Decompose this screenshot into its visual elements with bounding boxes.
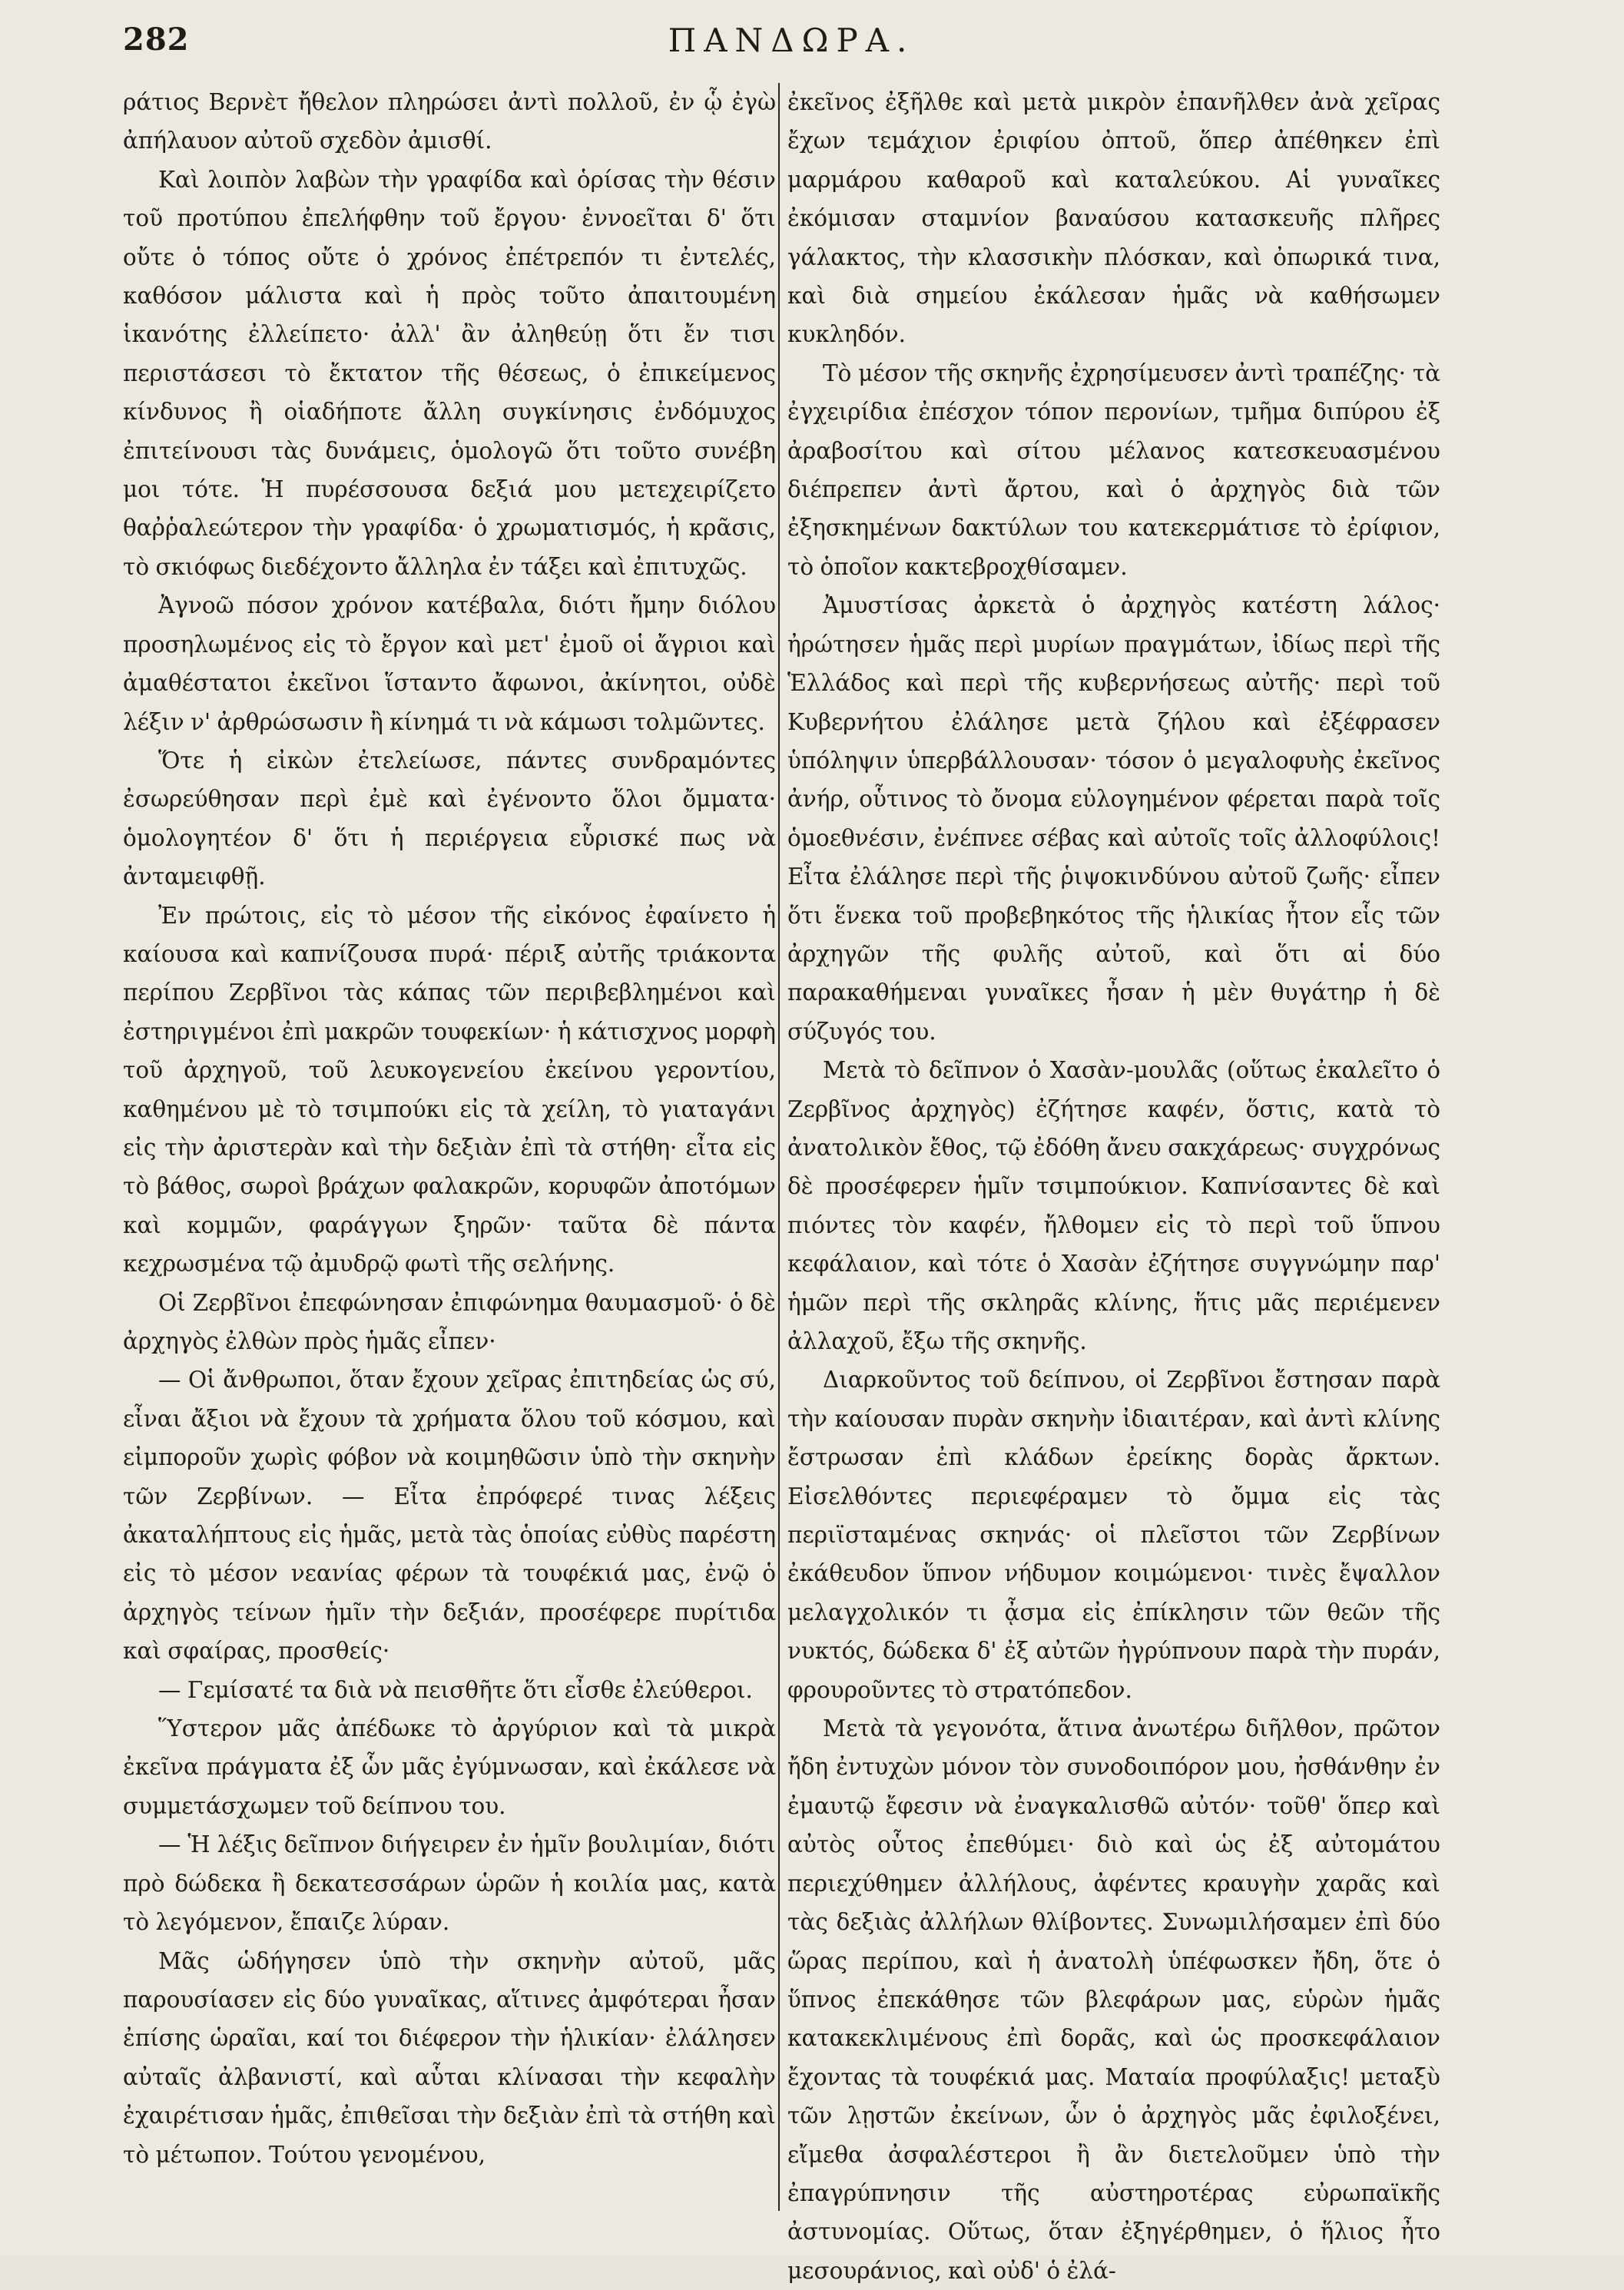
paragraph: Ὅτε ἡ εἰκὼν ἐτελείωσε, πάντες συνδραμόντες ἐσωρεύθησαν περὶ ἐμὲ καὶ ἐγένοντο ὅλοι ὄμματα· ὁμολογητέον δ' ὅτι ἡ περιέργεια εὗρισκέ πως νὰ ἀνταμειφθῇ. xyxy=(123,747,776,890)
paragraph: Καὶ λοιπὸν λαβὼν τὴν γραφίδα καὶ ὁρίσας τὴν θέσιν τοῦ προτύπου ἐπελήφθην τοῦ ἔργου· ἐννοεῖται δ' ὅτι οὔτε ὁ τόπος οὔτε ὁ χρόνος ἐπέτρεπόν τι ἐντελές, καθόσον μάλιστα καὶ ἡ πρὸς τοῦτο ἀπαιτουμένη ἱκανότης ἐλλείπετο· ἀλλ' ἂν ἀληθεύῃ ὅτι ἔν τισι περιστάσεσι τὸ ἔκτατον τῆς θέσεως, ὁ ἐπικείμενος κίνδυνος ἢ οἱαδήποτε ἄλλη συγκίνησις ἐνδόμυχος ἐπιτείνουσι τὰς δυνάμεις, ὁμολογῶ ὅτι τοῦτο συνέβη μοι τότε. Ἡ πυρέσσουσα δεξιά μου μετεχειρίζετο θαῤῥαλεώτερον τὴν γραφίδα· ὁ χρωματισμός, ἡ κρᾶσις, τὸ σκιόφως διεδέχοντο ἄλληλα ἐν τάξει καὶ ἐπιτυχῶς. xyxy=(123,166,776,580)
paragraph: Οἱ Ζερβῖνοι ἐπεφώνησαν ἐπιφώνημα θαυμασμοῦ· ὁ δὲ ἀρχηγὸς ἐλθὼν πρὸς ἡμᾶς εἶπεν· xyxy=(123,1289,776,1354)
page-number: 282 xyxy=(123,22,190,58)
right-column xyxy=(787,83,1440,2290)
column-divider xyxy=(778,83,780,2211)
paragraph: Διαρκοῦντος τοῦ δείπνου, οἱ Ζερβῖνοι ἔστησαν παρὰ τὴν καίουσαν πυρὰν σκηνὴν ἰδιαιτέραν, καὶ ἀντὶ κλίνης ἔστρωσαν ἐπὶ κλάδων ἐρείκης δορὰς ἄρκτων. Εἰσελθόντες περιεφέραμεν τὸ ὄμμα εἰς τὰς περιϊσταμένας σκηνάς· οἱ πλεῖστοι τῶν Ζερβίνων ἐκάθευδον ὕπνον νήδυμον κοιμώμενοι· τινὲς ἔψαλλον μελαγχολικόν τι ᾆσμα εἰς ἐπίκλησιν τῶν θεῶν τῆς νυκτός, δώδεκα δ' ἐξ αὐτῶν ἠγρύπνουν παρὰ τὴν πυράν, φρουροῦντες τὸ στρατόπεδον. xyxy=(787,1367,1440,1703)
paragraph: — Ἡ λέξις δεῖπνον διήγειρεν ἐν ἡμῖν βουλιμίαν, διότι πρὸ δώδεκα ἢ δεκατεσσάρων ὡρῶν ἡ κοιλία μας, κατὰ τὸ λεγόμενον, ἔπαιζε λύραν. xyxy=(123,1831,776,1936)
paragraph: Ἀγνοῶ πόσον χρόνον κατέβαλα, διότι ἤμην διόλου προσηλωμένος εἰς τὸ ἔργον καὶ μετ' ἐμοῦ οἱ ἄγριοι καὶ ἀμαθέστατοι ἐκεῖνοι ἵσταντο ἄφωνοι, ἀκίνητοι, οὐδὲ λέξιν ν' ἀρθρώσωσιν ἢ κίνημά τι νὰ κάμωσι τολμῶντες. xyxy=(123,592,776,735)
paragraph: ἐκεῖνος ἐξῆλθε καὶ μετὰ μικρὸν ἐπανῆλθεν ἀνὰ χεῖρας ἔχων τεμάχιον ἐριφίου ὀπτοῦ, ὅπερ ἀπέθηκεν ἐπὶ μαρμάρου καθαροῦ καὶ καταλεύκου. Αἱ γυναῖκες ἐκόμισαν σταμνίον βαναύσου κατασκευῆς πλῆρες γάλακτος, τὴν κλασσικὴν πλόσκαν, καὶ ὀπωρικά τινα, καὶ διὰ σημείου ἐκάλεσαν ἡμᾶς νὰ καθήσωμεν κυκληδόν. xyxy=(787,89,1440,348)
paragraph: Ὕστερον μᾶς ἀπέδωκε τὸ ἀργύριον καὶ τὰ μικρὰ ἐκεῖνα πράγματα ἐξ ὧν μᾶς ἐγύμνωσαν, καὶ ἐκάλεσε νὰ συμμετάσχωμεν τοῦ δείπνου του. xyxy=(123,1715,776,1819)
paragraph: Μᾶς ὡδήγησεν ὑπὸ τὴν σκηνὴν αὐτοῦ, μᾶς παρουσίασεν εἰς δύο γυναῖκας, αἵτινες ἀμφότεραι ἦσαν ἐπίσης ὡραῖαι, καί τοι διέφερον τὴν ἡλικίαν· ἐλάλησεν αὐταῖς ἀλβανιστί, καὶ αὗται κλίνασαι τὴν κεφαλὴν ἐχαιρέτισαν ἡμᾶς, ἐπιθεῖσαι τὴν δεξιὰν ἐπὶ τὰ στήθη καὶ τὸ μέτωπον. Τούτου γενομένου, xyxy=(123,1947,776,2168)
paragraph: Ἀμυστίσας ἀρκετὰ ὁ ἀρχηγὸς κατέστη λάλος· ἠρώτησεν ἡμᾶς περὶ μυρίων πραγμάτων, ἰδίως περὶ τῆς Ἑλλάδος καὶ περὶ τῆς κυβερνήσεως αὐτῆς· περὶ τοῦ Κυβερνήτου ἐλάλησε μετὰ ζήλου καὶ ἐξέφρασεν ὑπόληψιν ὑπερβάλλουσαν· τόσον ὁ μεγαλοφυὴς ἐκεῖνος ἀνήρ, οὗτινος τὸ ὄνομα εὐλογημένον φέρεται παρὰ τοῖς ὁμοεθνέσιν, ἐνέπνεε σέβας καὶ αὐτοῖς τοῖς ἀλλοφύλοις! Εἶτα ἐλάλησε περὶ τῆς ῥιψοκινδύνου αὐτοῦ ζωῆς· εἶπεν ὅτι ἕνεκα τοῦ προβεβηκότος τῆς ἡλικίας ἦτον εἷς τῶν ἀρχηγῶν τῆς φυλῆς αὐτοῦ, καὶ ὅτι αἱ δύο παρακαθήμεναι γυναῖκες ἦσαν ἡ μὲν θυγάτηρ ἡ δὲ σύζυγός του. xyxy=(787,592,1440,1045)
left-column xyxy=(123,83,776,2174)
paragraph: Ἐν πρώτοις, εἰς τὸ μέσον τῆς εἰκόνος ἐφαίνετο ἡ καίουσα καὶ καπνίζουσα πυρά· πέριξ αὐτῆς τριάκοντα περίπου Ζερβῖνοι τὰς κάπας τῶν περιβεβλημένοι καὶ ἐστηριγμένοι ἐπὶ μακρῶν τουφεκίων· ἡ κάτισχνος μορφὴ τοῦ ἀρχηγοῦ, τοῦ λευκογενείου ἐκείνου γεροντίου, καθημένου μὲ τὸ τσιμπούκι εἰς τὰ χείλη, τὸ γιαταγάνι εἰς τὴν ἀριστερὰν καὶ τὴν δεξιὰν ἐπὶ τὰ στήθη· εἶτα εἰς τὸ βάθος, σωροὶ βράχων φαλακρῶν, κορυφῶν ἀποτόμων καὶ κομμῶν, φαράγγων ξηρῶν· ταῦτα δὲ πάντα κεχρωσμένα τῷ ἀμυδρῷ φωτὶ τῆς σελήνης. xyxy=(123,902,776,1278)
page-header xyxy=(123,22,1460,75)
paragraph: — Γεμίσατέ τα διὰ νὰ πεισθῆτε ὅτι εἶσθε ἐλεύθεροι. xyxy=(158,1676,753,1703)
paragraph: ράτιος Βερνὲτ ἤθελον πληρώσει ἀντὶ πολλοῦ, ἐν ᾧ ἐγὼ ἀπήλαυον αὐτοῦ σχεδὸν ἀμισθί. xyxy=(123,89,776,154)
paragraph: — Οἱ ἄνθρωποι, ὅταν ἔχουν χεῖρας ἐπιτηδείας ὡς σύ, εἶναι ἄξιοι νὰ ἔχουν τὰ χρήματα ὅλου τοῦ κόσμου, καὶ εἰμποροῦν χωρὶς φόβον νὰ κοιμηθῶσιν ὑπὸ τὴν σκηνὴν τῶν Ζερβίνων. — Εἶτα ἐπρόφερέ τινας λέξεις ἀκαταλήπτους εἰς ἡμᾶς, μετὰ τὰς ὁποίας εὐθὺς παρέστη εἰς τὸ μέσον νεανίας φέρων τὰ τουφέκιά μας, ἐνῷ ὁ ἀρχηγὸς τείνων ἡμῖν τὴν δεξιάν, προσέφερε πυρίτιδα καὶ σφαίρας, προσθείς· xyxy=(123,1367,776,1665)
paragraph: Μετὰ τὰ γεγονότα, ἅτινα ἀνωτέρω διῆλθον, πρῶτον ἤδη ἐντυχὼν μόνον τὸν συνοδοιπόρον μου, ἠσθάνθην ἐν ἐμαυτῷ ἔφεσιν νὰ ἐναγκαλισθῶ αὐτόν· τοῦθ' ὅπερ καὶ αὐτὸς οὗτος ἐπεθύμει· διὸ καὶ ὡς ἐξ αὐτομάτου περιεχύθημεν ἀλλήλους, ἀφέντες κραυγὴν χαρᾶς καὶ τὰς δεξιὰς ἀλλήλων θλίβοντες. Συνωμιλήσαμεν ἐπὶ δύο ὥρας περίπου, καὶ ἡ ἀνατολὴ ὑπέφωσκεν ἤδη, ὅτε ὁ ὕπνος ἐπεκάθησε τῶν βλεφάρων μας, εὑρὼν ἡμᾶς κατακεκλιμένους ἐπὶ δορᾶς, καὶ ὡς προσκεφάλαιον ἔχοντας τὰ τουφέκιά μας. Ματαία προφύλαξις! μεταξὺ τῶν λῃστῶν ἐκείνων, ὧν ὁ ἀρχηγὸς μᾶς ἐφιλοξένει, εἴμεθα ἀσφαλέστεροι ἢ ἂν διετελοῦμεν ὑπὸ τὴν ἐπαγρύπνησιν τῆς αὐστηροτέρας εὐρωπαϊκῆς ἀστυνομίας. Οὕτως, ὅταν ἐξηγέρθημεν, ὁ ἥλιος ἦτο μεσουράνιος, καὶ οὐδ' ὁ ἐλά- xyxy=(787,1715,1440,2284)
paragraph: Μετὰ τὸ δεῖπνον ὁ Χασὰν-μουλᾶς (οὕτως ἐκαλεῖτο ὁ Ζερβῖνος ἀρχηγὸς) ἐζήτησε καφέν, ὅστις, κατὰ τὸ ἀνατολικὸν ἔθος, τῷ ἐδόθη ἄνευ σακχάρεως· συγχρόνως δὲ προσέφερεν ἡμῖν τσιμπούκιον. Καπνίσαντες δὲ καὶ πιόντες τὸν καφέν, ἤλθομεν εἰς τὸ περὶ τοῦ ὕπνου κεφάλαιον, καὶ τότε ὁ Χασὰν ἐζήτησε συγγνώμην παρ' ἡμῶν περὶ τῆς σκληρᾶς κλίνης, ἥτις μᾶς περιέμενεν ἀλλαχοῦ, ἔξω τῆς σκηνῆς. xyxy=(787,1057,1440,1354)
running-title: ΠΑΝΔΩΡΑ. xyxy=(668,22,915,59)
paragraph: Τὸ μέσον τῆς σκηνῆς ἐχρησίμευσεν ἀντὶ τραπέζης· τὰ ἐγχειρίδια ἐπέσχον τόπον περονίων, τμῆμα διπύρου ἐξ ἀραβοσίτου καὶ σίτου μέλανος κατεσκευασμένου διέπρεπεν ἀντὶ ἄρτου, καὶ ὁ ἀρχηγὸς διὰ τῶν ἐξησκημένων δακτύλων του κατεκερμάτισε τὸ ἐρίφιον, τὸ ὁποῖον κακτεβροχθίσαμεν. xyxy=(787,360,1440,580)
